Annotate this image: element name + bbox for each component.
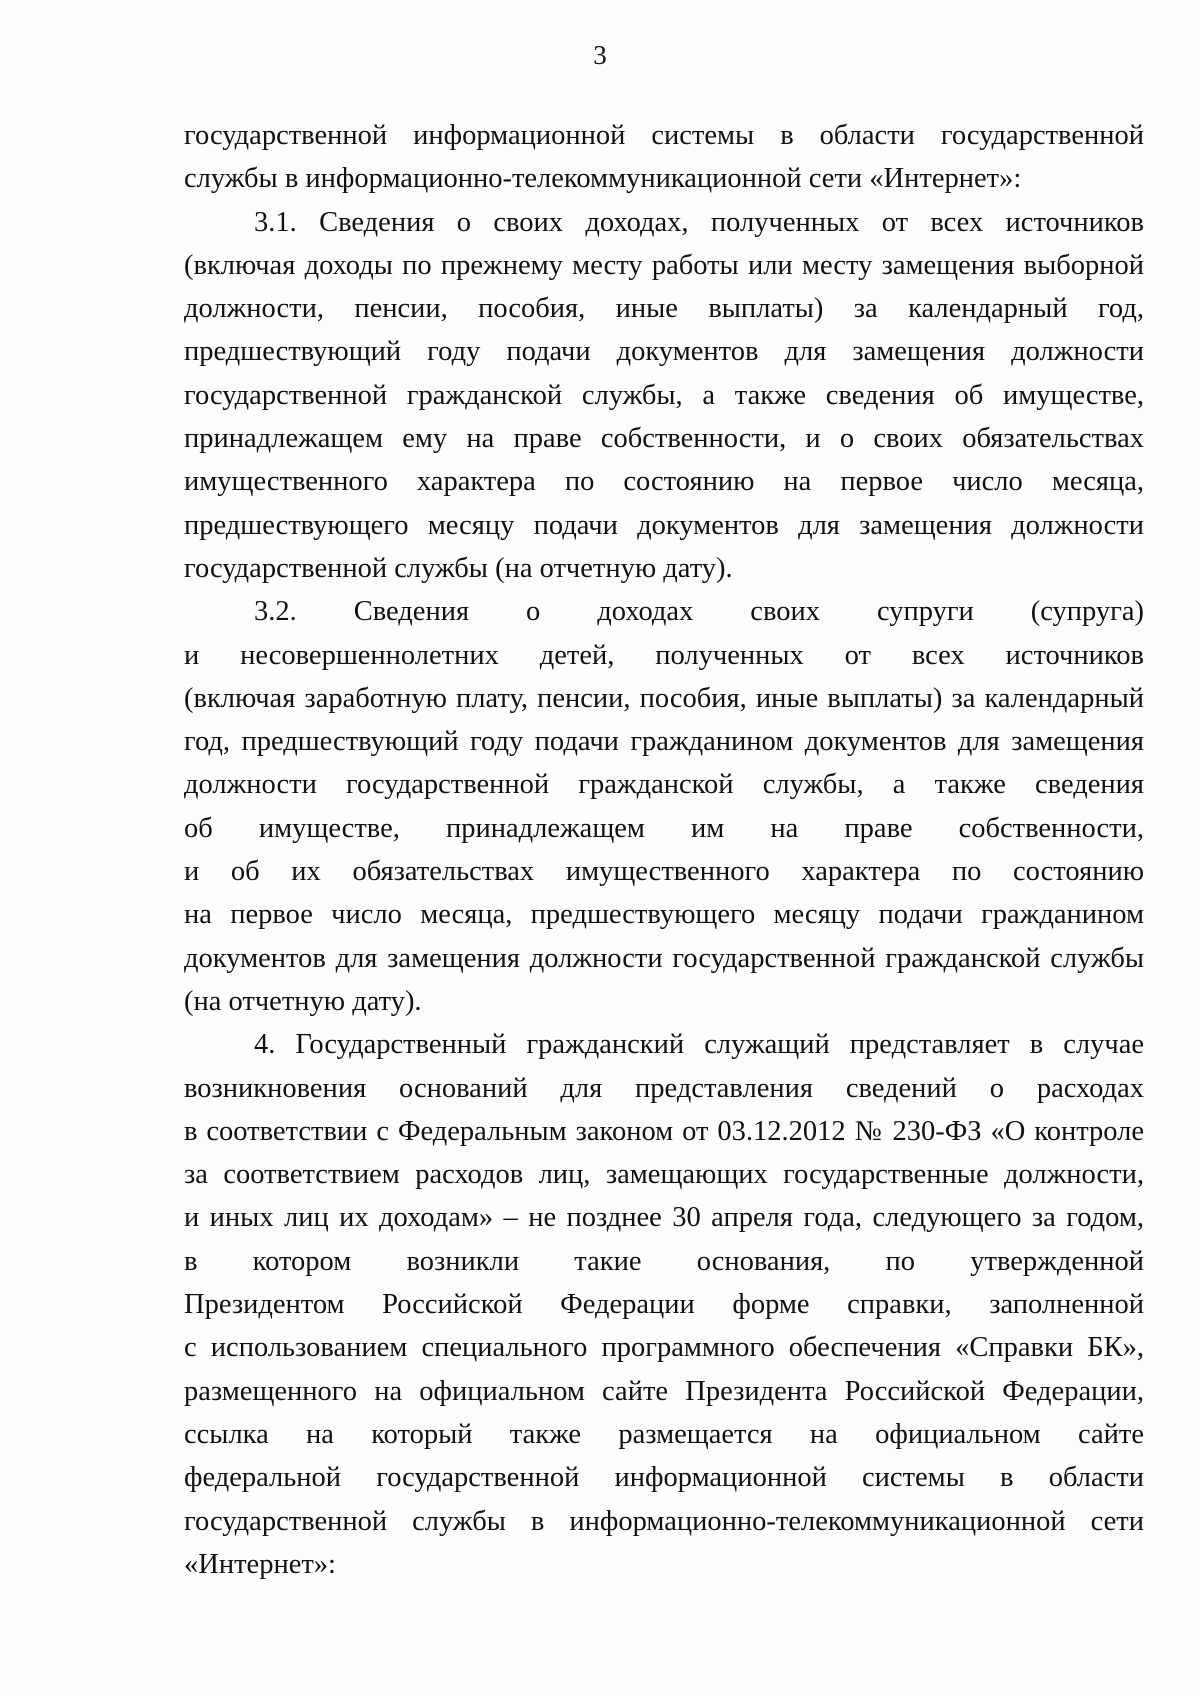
text-line: на первое число месяца, предшествующего месяцу подачи гражданином bbox=[184, 899, 1144, 931]
text-line: с использованием специального программного обеспечения «Справки БК», bbox=[184, 1332, 1144, 1364]
text-line: государственной службы в информационно-телекоммуникационной сети bbox=[184, 1505, 1144, 1537]
document-body bbox=[184, 114, 1144, 1586]
text-line: ссылка на который также размещается на официальном сайте bbox=[184, 1418, 1144, 1450]
text-line: в котором возникли такие основания, по утвержденной bbox=[184, 1245, 1144, 1277]
text-line: 3.2. Сведения о доходах своих супруги (супруга) bbox=[254, 596, 1144, 628]
text-line: «Интернет»: bbox=[184, 1548, 336, 1580]
text-line: должности государственной гражданской службы, а также сведения bbox=[184, 769, 1144, 801]
text-line: возникновения оснований для представления сведений о расходах bbox=[184, 1072, 1144, 1104]
text-line: должности, пенсии, пособия, иные выплаты) за календарный год, bbox=[184, 293, 1144, 325]
text-line: 3.1. Сведения о своих доходах, полученных от всех источников bbox=[254, 206, 1144, 238]
text-line: документов для замещения должности государственной гражданской службы bbox=[184, 942, 1144, 974]
text-line: (включая доходы по прежнему месту работы или месту замещения выборной bbox=[184, 249, 1144, 281]
text-line: и иных лиц их доходам» – не позднее 30 апреля года, следующего за годом, bbox=[184, 1202, 1144, 1234]
text-line: государственной службы (на отчетную дату). bbox=[184, 552, 733, 584]
text-line: государственной гражданской службы, а также сведения об имуществе, bbox=[184, 379, 1144, 411]
text-line: год, предшествующий году подачи гражданином документов для замещения bbox=[184, 726, 1144, 758]
text-line: за соответствием расходов лиц, замещающих государственные должности, bbox=[184, 1159, 1144, 1191]
text-line: Президентом Российской Федерации форме справки, заполненной bbox=[184, 1289, 1144, 1321]
text-line: (на отчетную дату). bbox=[184, 985, 422, 1017]
text-line: в соответствии с Федеральным законом от 03.12.2012 № 230-ФЗ «О контроле bbox=[184, 1115, 1144, 1147]
text-line: службы в информационно-телекоммуникационной сети «Интернет»: bbox=[184, 163, 1022, 195]
text-line: принадлежащем ему на праве собственности, и о своих обязательствах bbox=[184, 423, 1144, 455]
text-line: федеральной государственной информационной системы в области bbox=[184, 1462, 1144, 1494]
text-line: имущественного характера по состоянию на первое число месяца, bbox=[184, 466, 1144, 498]
text-line: размещенного на официальном сайте Президента Российской Федерации, bbox=[184, 1375, 1144, 1407]
text-line: (включая заработную плату, пенсии, пособия, иные выплаты) за календарный bbox=[184, 682, 1144, 714]
text-line: предшествующего месяцу подачи документов для замещения должности bbox=[184, 509, 1144, 541]
text-line: государственной информационной системы в области государственной bbox=[184, 120, 1144, 151]
text-line: и несовершеннолетних детей, полученных от всех источников bbox=[184, 639, 1144, 671]
page-number: 3 bbox=[593, 40, 607, 70]
text-line: 4. Государственный гражданский служащий представляет в случае bbox=[254, 1029, 1144, 1061]
text-line: об имуществе, принадлежащем им на праве собственности, bbox=[184, 812, 1144, 844]
text-line: и об их обязательствах имущественного характера по состоянию bbox=[184, 856, 1144, 888]
text-line: предшествующий году подачи документов для замещения должности bbox=[184, 336, 1144, 368]
